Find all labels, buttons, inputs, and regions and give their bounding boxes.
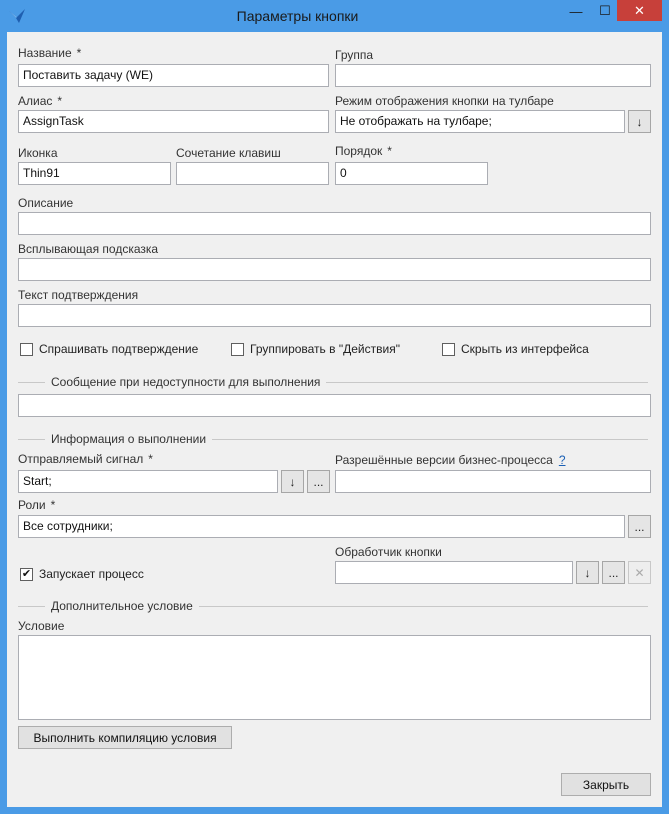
hide-ui-label: Скрыть из интерфейса <box>461 342 589 356</box>
bp-versions-label: Разрешённые версии бизнес-процесса ? <box>335 453 566 467</box>
shortcut-label: Сочетание клавиш <box>176 146 281 160</box>
name-label: Название * <box>18 46 82 60</box>
unavailable-message-input[interactable] <box>18 394 651 417</box>
icon-label: Иконка <box>18 146 58 160</box>
handler-label: Обработчик кнопки <box>335 545 442 559</box>
group-input[interactable] <box>335 64 651 87</box>
hide-ui-checkbox[interactable] <box>442 342 589 356</box>
roles-label: Роли * <box>18 498 56 512</box>
description-label: Описание <box>18 196 74 210</box>
unavailable-section-header: Сообщение при недоступности для выполнения <box>18 375 648 389</box>
minimize-button[interactable]: — <box>569 3 583 19</box>
tooltip-input[interactable] <box>18 258 651 281</box>
handler-clear-button[interactable]: ✕ <box>628 561 651 584</box>
checkbox-box[interactable] <box>231 343 244 356</box>
alias-label: Алиас * <box>18 94 63 108</box>
toolbar-mode-dropdown-button[interactable]: ↓ <box>628 110 651 133</box>
toolbar-mode-label: Режим отображения кнопки на тулбаре <box>335 94 554 108</box>
group-actions-label: Группировать в "Действия" <box>250 342 400 356</box>
icon-input[interactable]: Thin91 <box>18 162 171 185</box>
close-window-button[interactable]: ✕ <box>617 0 662 21</box>
signal-input[interactable]: Start; <box>18 470 278 493</box>
bp-versions-input[interactable] <box>335 470 651 493</box>
shortcut-input[interactable] <box>176 162 329 185</box>
name-input[interactable]: Поставить задачу (WE) <box>18 64 329 87</box>
compile-condition-button[interactable]: Выполнить компиляцию условия <box>18 726 232 749</box>
dialog-content <box>7 32 662 807</box>
condition-textarea[interactable] <box>18 635 651 720</box>
window-title: Параметры кнопки <box>236 8 359 24</box>
starts-process-checkbox[interactable] <box>20 567 144 581</box>
tooltip-label: Всплывающая подсказка <box>18 242 159 256</box>
ask-confirm-checkbox[interactable] <box>20 342 198 356</box>
handler-input[interactable] <box>335 561 573 584</box>
signal-dropdown-button[interactable]: ↓ <box>281 470 304 493</box>
help-link[interactable]: ? <box>558 453 566 467</box>
starts-process-label: Запускает процесс <box>39 567 144 581</box>
confirm-text-label: Текст подтверждения <box>18 288 139 302</box>
order-label: Порядок * <box>335 144 392 158</box>
checkbox-box-checked[interactable]: ✔ <box>21 567 32 580</box>
signal-browse-button[interactable]: ... <box>307 470 330 493</box>
extra-condition-section-header: Дополнительное условие <box>18 599 648 613</box>
description-input[interactable] <box>18 212 651 235</box>
checkbox-box[interactable] <box>20 343 33 356</box>
alias-input[interactable]: AssignTask <box>18 110 329 133</box>
handler-browse-button[interactable]: ... <box>602 561 625 584</box>
handler-dropdown-button[interactable]: ↓ <box>576 561 599 584</box>
roles-browse-button[interactable]: ... <box>628 515 651 538</box>
roles-input[interactable]: Все сотрудники; <box>18 515 625 538</box>
condition-label: Условие <box>18 619 65 633</box>
group-actions-checkbox[interactable] <box>231 342 400 356</box>
maximize-button[interactable]: ☐ <box>599 3 611 18</box>
title-bar[interactable] <box>0 0 669 32</box>
close-button[interactable]: Закрыть <box>561 773 651 796</box>
order-input[interactable]: 0 <box>335 162 488 185</box>
checkbox-box[interactable] <box>442 343 455 356</box>
execution-section-header: Информация о выполнении <box>18 432 648 446</box>
toolbar-mode-input[interactable]: Не отображать на тулбаре; <box>335 110 625 133</box>
ask-confirm-label: Спрашивать подтверждение <box>39 342 199 356</box>
signal-label: Отправляемый сигнал * <box>18 452 153 466</box>
confirm-text-input[interactable] <box>18 304 651 327</box>
group-label: Группа <box>335 48 374 62</box>
